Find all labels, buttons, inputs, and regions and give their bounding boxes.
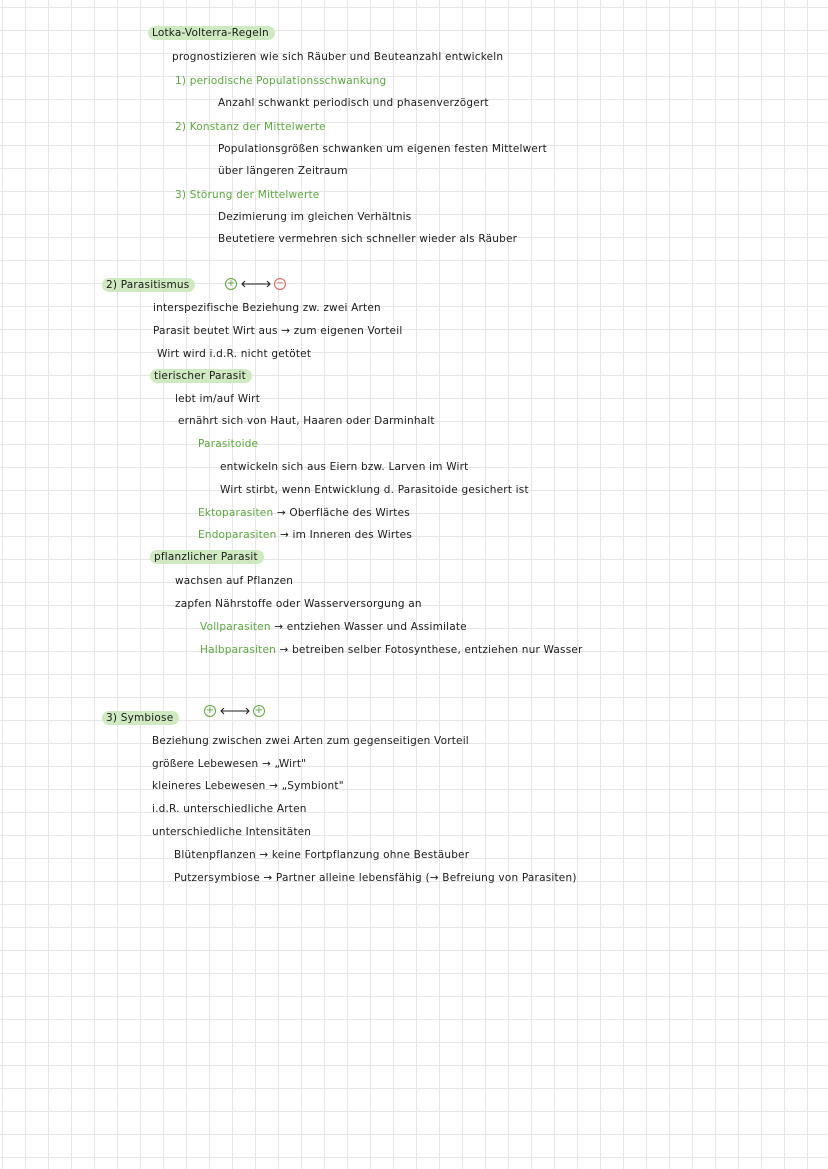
double-arrow-icon	[240, 279, 272, 289]
tierischer-parasit-line-1: lebt im/auf Wirt	[175, 393, 261, 405]
pflanzlicher-parasit-line-1: wachsen auf Pflanzen	[175, 575, 294, 587]
pflanzlicher-parasit-title: pflanzlicher Parasit	[150, 550, 264, 564]
lotka-intro: prognostizieren wie sich Räuber und Beuteanzahl entwickeln	[172, 51, 504, 63]
plus-icon-left: +	[205, 705, 215, 716]
vollparasiten-line: Vollparasiten → entziehen Wasser und Assimilate	[200, 621, 467, 633]
lotka-rule-2: 2) Konstanz der Mittelwerte	[175, 121, 326, 133]
parasitismus-line-3: Wirt wird i.d.R. nicht getötet	[157, 348, 312, 360]
halbparasiten-line: Halbparasiten → betreiben selber Fotosynthese, entziehen nur Wasser	[200, 644, 583, 656]
lotka-rule-2-text-2: über längeren Zeitraum	[218, 165, 348, 177]
lotka-title: Lotka-Volterra-Regeln	[148, 26, 275, 40]
symbiose-title: 3) Symbiose	[102, 711, 179, 725]
ektoparasiten-line: Ektoparasiten → Oberfläche des Wirtes	[198, 507, 410, 519]
endoparasiten-line: Endoparasiten → im Inneren des Wirtes	[198, 529, 412, 541]
symbiose-line-6: Blütenpflanzen → keine Fortpflanzung ohne Bestäuber	[174, 849, 470, 861]
symbiose-line-3: kleineres Lebewesen → „Symbiont"	[152, 780, 344, 792]
lotka-rule-2-text-1: Populationsgrößen schwanken um eigenen festen Mittelwert	[218, 143, 547, 155]
symbiose-line-2: größere Lebewesen → „Wirt"	[152, 758, 307, 770]
double-arrow-icon	[219, 706, 251, 716]
symbiose-line-7: Putzersymbiose → Partner alleine lebensfähig (→ Befreiung von Parasiten)	[174, 872, 577, 884]
symbiose-line-4: i.d.R. unterschiedliche Arten	[152, 803, 307, 815]
tierischer-parasit-line-2: ernährt sich von Haut, Haaren oder Darminhalt	[178, 415, 435, 427]
lotka-rule-3: 3) Störung der Mittelwerte	[175, 189, 320, 201]
parasitismus-line-1: interspezifische Beziehung zw. zwei Arten	[153, 302, 381, 314]
parasitoide-line-1: entwickeln sich aus Eiern bzw. Larven im Wirt	[220, 461, 469, 473]
lotka-rule-3-text-1: Dezimierung im gleichen Verhältnis	[218, 211, 412, 223]
lotka-rule-1: 1) periodische Populationsschwankung	[175, 75, 387, 87]
plus-icon: +	[226, 278, 236, 289]
parasitoide-title: Parasitoide	[198, 438, 259, 450]
parasitismus-title: 2) Parasitismus	[102, 278, 195, 292]
pflanzlicher-parasit-line-2: zapfen Nährstoffe oder Wasserversorgung an	[175, 598, 422, 610]
symbiose-line-5: unterschiedliche Intensitäten	[152, 826, 312, 838]
plus-icon-right: +	[254, 705, 264, 716]
parasitoide-line-2: Wirt stirbt, wenn Entwicklung d. Parasitoide gesichert ist	[220, 484, 529, 496]
minus-icon: −	[275, 278, 285, 289]
symbiose-line-1: Beziehung zwischen zwei Arten zum gegenseitigen Vorteil	[152, 735, 469, 747]
lotka-rule-1-text: Anzahl schwankt periodisch und phasenverzögert	[218, 97, 489, 109]
lotka-rule-3-text-2: Beutetiere vermehren sich schneller wieder als Räuber	[218, 233, 518, 245]
parasitismus-line-2: Parasit beutet Wirt aus → zum eigenen Vorteil	[153, 325, 403, 337]
tierischer-parasit-title: tierischer Parasit	[150, 369, 252, 383]
